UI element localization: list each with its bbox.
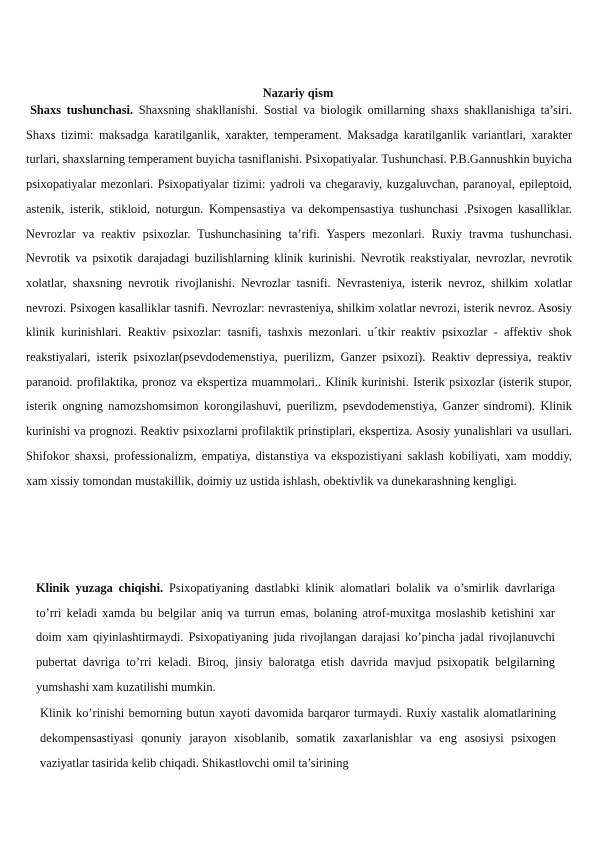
paragraph-lead: Klinik yuzaga chiqishi. [36, 581, 164, 595]
page-title: Nazariy qism [262, 86, 334, 100]
paragraph-body: Klinik ko’rinishi bemorning butun xayoti davomida barqaror turmaydi. Ruxiy xastalik alomatlarining dekompensastiyasi qonuniy jarayon xisoblanib, somatik zaxarlanishlar va eng asosiysi psixogen vaziyatlar tasirida kelib chiqadi. Shikastlovchi omil ta’sirining [40, 706, 556, 771]
paragraph-lead: Shaxs tushunchasi. [30, 103, 134, 117]
paragraph-klinik-yuzaga-chiqishi [36, 576, 555, 700]
paragraph-klinik-korinishi [40, 701, 556, 777]
paragraph-body: Psixopatiyaning dastlabki klinik alomatlari bolalik va o’smirlik davrlariga to’rri keladi xamda bu belgilar aniq va turrun emas, bolaning atrof-muxitga moslashib ketishini xar doim xam qiyinlashtirmaydi. Psixopatiyaning juda rivojlangan darajasi ko’pincha jadal rivojlanuvchi pubertat davriga to’rri keladi. Biroq, jinsiy baloratga etish davrida mavjud psixopatik belgilarning yumshashi xam kuzatilishi mumkin. [36, 581, 555, 694]
paragraph-body: Shaxsning shakllanishi. Sostial va biologik omillarning shaxs shakllanishiga ta’siri. Shaxs tizimi: maksadga karatilganlik, xarakter, temperament. Maksadga karatilganlik variantlari, xarakter turlari, shaxslarning temperament buyicha tasniflanishi. Psixopatiyalar. Tushunchasi. P.B.Gannushkin buyicha psixopatiyalar mezonlari. Psixopatiyalar tizimi: yadroli va chegaraviy, kuzgaluvchan, paranoyal, epileptoid, astenik, isterik, stikloid, noturgun. Kompensastiya va dekompensastiya tushunchasi .Psixogen kasalliklar. Nevrozlar va reaktiv psixozlar. Tushunchasining ta’rifi. Yaspers mezonlari. Ruxiy travma tushunchasi. Nevrotik va psixotik darajadagi buzilishlarning klinik kurinishi. Nevrotik reakstiyalar, nevrozlar, nevrotik xolatlar, shaxsning nevrotik rivojlanishi. Nevrozlar tasnifi. Nevrasteniya, isterik nevroz, shilkim xolatlar nevrozi. Psixogen kasalliklar tasnifi. Nevrozlar: nevrasteniya, shilkim xolatlar nevrozi, isterik nevroz. Asosiy klinik kurinishlari. Reaktiv psixozlar: tasnifi, tashxis mezonlari. u´tkir reaktiv psixozlar - affektiv shok reakstiyalari, isterik psixozlar(psevdodemenstiya, puerilizm, Ganzer psixozi). Reaktiv depressiya, reaktiv paranoid. profilaktika, pronoz va ekspertiza muammolari.. Klinik kurinishi. Isterik psixozlar (isterik stupor, isterik ongning namozshomsimon korongilashuvi, puerilizm, psevdodemenstiya, Ganzer sindromi). Klinik kurinishi va prognozi. Reaktiv psixozlarni profilaktik prinstiplari, ekspertiza. Asosiy yunalishlari va usullari. Shifokor shaxsi, professionalizm, empatiya, distanstiya va ekspozistiyani saklash kobiliyati, xam moddiy, xam xissiy tomondan mustakillik, doimiy uz ustida ishlash, obektivlik va dunekarashning kengligi. [26, 103, 572, 488]
paragraph-shaxs-tushunchasi [26, 98, 572, 493]
